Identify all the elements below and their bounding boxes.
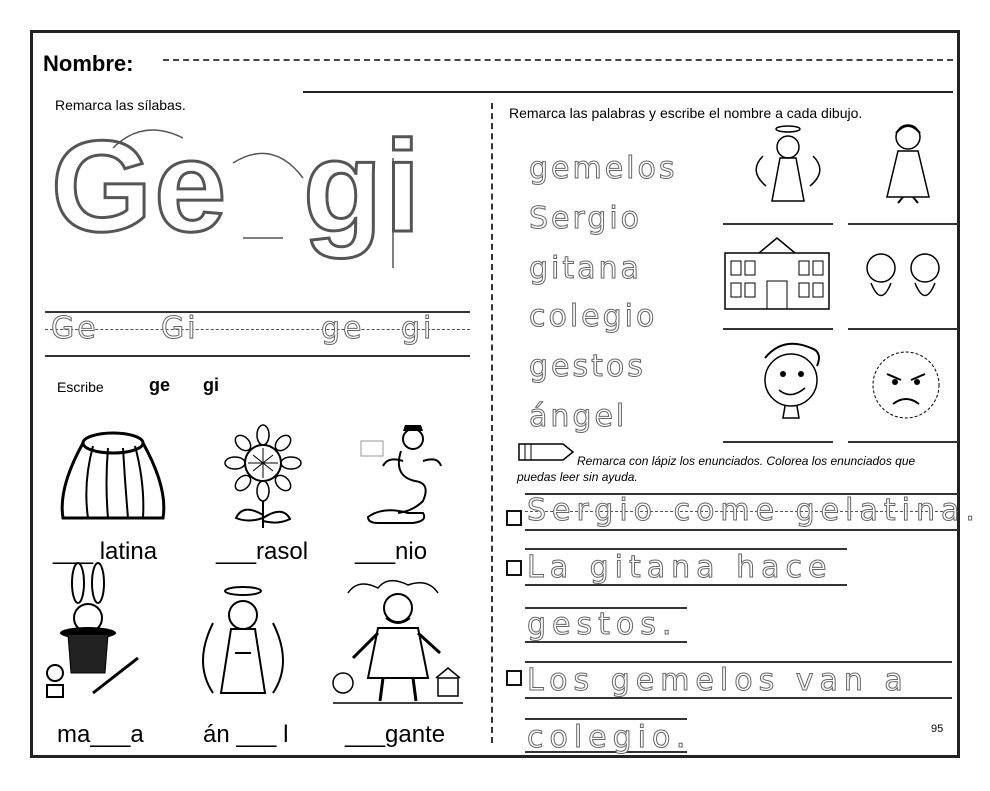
caption-angel: án ___ l <box>203 721 289 748</box>
write-syllable-ge: ge <box>149 375 171 395</box>
guide-line-base <box>45 355 470 357</box>
write-instruction: Escribe <box>57 379 104 395</box>
sentences-instruction: Remarca con lápiz los enunciados. Colorea los enunciados que puedas leer sin ayuda. <box>517 454 916 484</box>
trace-ge-lower: ge <box>321 311 365 346</box>
caption-rasol: ___rasol <box>216 538 309 565</box>
giant-icon <box>328 573 468 713</box>
trace-word-gitana: gitana <box>529 251 642 286</box>
sentence-2-checkbox[interactable] <box>506 560 522 576</box>
sentence-3-line-2: colegio. <box>527 720 692 755</box>
answer-line-1 <box>723 223 833 225</box>
gelatin-mold-icon <box>53 428 173 528</box>
angel-icon <box>193 583 293 708</box>
answer-line-4 <box>848 328 958 330</box>
caption-nio: ___nio <box>355 538 428 565</box>
sentence-3-checkbox[interactable] <box>506 670 522 686</box>
write-syllable-gi: gi <box>203 375 219 395</box>
angry-face-icon <box>869 348 943 422</box>
page-number: 95 <box>931 723 944 735</box>
worksheet <box>30 30 981 758</box>
gypsy-woman-icon <box>873 119 943 209</box>
trace-word-gestos: gestos <box>529 349 646 384</box>
big-syllable-gi: gi <box>303 113 423 259</box>
trace-instruction: Remarca las sílabas. <box>55 97 186 113</box>
sentence-2-line-1: La gitana hace <box>527 550 833 585</box>
magician-hat-rabbit-icon <box>43 573 153 703</box>
answer-line-6 <box>848 441 958 443</box>
twin-babies-icon <box>853 243 953 313</box>
sentence-1-checkbox[interactable] <box>506 510 522 526</box>
small-angel-icon <box>748 121 828 211</box>
trace-word-angel: ángel <box>529 399 628 434</box>
words-instruction: Remarca las palabras y escribe el nombre a cada dibujo. <box>509 105 863 121</box>
trace-word-sergio: Sergio <box>529 201 643 236</box>
answer-line-3 <box>723 328 833 330</box>
sentence-1-line-1: Sergio come gelatina. <box>527 493 981 528</box>
trace-ge-upper: Ge <box>51 311 99 346</box>
stroke-guide-arrows <box>103 118 483 278</box>
name-label: Nombre: <box>43 51 134 76</box>
sentence-1-base-line <box>525 529 958 531</box>
trace-gi-upper: Gi <box>161 311 199 346</box>
school-building-icon <box>721 233 833 311</box>
column-divider <box>491 103 493 743</box>
sunflower-icon <box>218 423 308 533</box>
trace-word-colegio: colegio <box>529 299 658 334</box>
name-write-line <box>163 59 953 61</box>
caption-gigante: ___gante <box>345 721 446 748</box>
answer-line-2 <box>848 223 958 225</box>
sentence-3-line-1: Los gemelos van a <box>527 663 909 698</box>
header-divider <box>303 91 953 93</box>
caption-maga: ma___a <box>57 721 144 748</box>
answer-line-5 <box>723 441 833 443</box>
genie-lamp-icon <box>353 421 463 531</box>
big-syllable-ge: Ge <box>51 113 229 259</box>
trace-gi-lower: gi <box>401 311 435 346</box>
sentence-2-line-2: gestos. <box>527 607 678 642</box>
boy-face-icon <box>753 338 833 423</box>
trace-word-gemelos: gemelos <box>529 151 678 186</box>
caption-latina: ___ latina <box>53 538 158 565</box>
